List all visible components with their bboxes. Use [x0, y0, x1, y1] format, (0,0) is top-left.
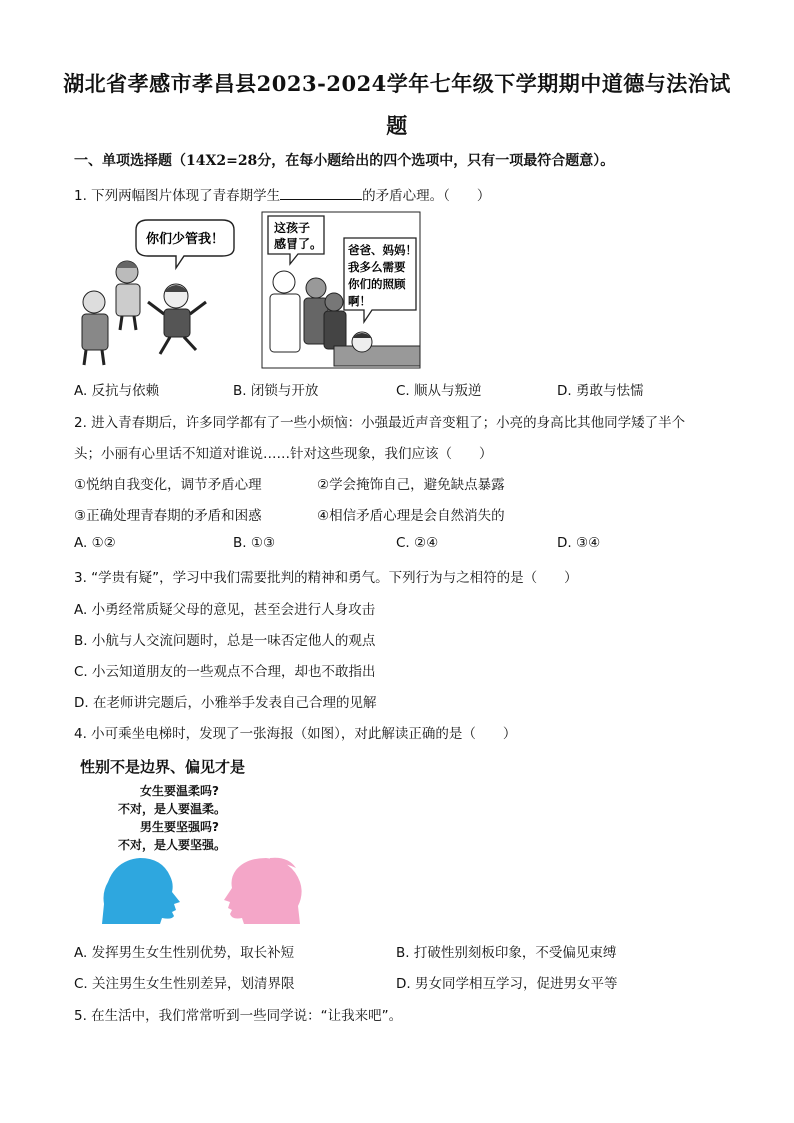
- male-head-silhouette: [102, 858, 180, 924]
- q4-option-d[interactable]: D. 男女同学相互学习，促进男女平等: [396, 976, 618, 992]
- cartoon-right-panel: [262, 212, 420, 368]
- exam-title-line1: 湖北省孝感市孝昌县2023-2024学年七年级下学期期中道德与法治试: [63, 71, 731, 96]
- q3-option-c[interactable]: C. 小云知道朋友的一些观点不合理，却也不敢指出: [74, 664, 376, 680]
- cartoon-right-bubble-line3: 你们的照顾: [348, 277, 406, 291]
- poster-line-3: 男生要坚强吗?: [140, 820, 219, 834]
- q5-stem: 5. 在生活中，我们常常听到一些同学说：“让我来吧”。: [74, 1008, 403, 1024]
- q4-option-a[interactable]: A. 发挥男生女生性别优势，取长补短: [74, 945, 295, 961]
- q2-option-a[interactable]: A. ①②: [74, 535, 116, 551]
- cartoon-left-panel: [82, 220, 234, 365]
- q1-option-c[interactable]: C. 顺从与叛逆: [396, 383, 482, 399]
- poster-title: 性别不是边界、偏见才是: [80, 758, 246, 776]
- q3-option-b[interactable]: B. 小航与人交流问题时，总是一味否定他人的观点: [74, 633, 376, 649]
- q3-option-d[interactable]: D. 在老师讲完题后，小雅举手发表自己合理的见解: [74, 695, 377, 711]
- q1-stem: [74, 184, 490, 204]
- q4-poster: [80, 756, 320, 926]
- cartoon-doctor-bubble-line2: 感冒了。: [274, 237, 323, 251]
- cartoon-right-bubble-line1: 爸爸、妈妈！: [348, 243, 417, 257]
- female-head-silhouette: [224, 858, 302, 924]
- q1-option-b[interactable]: B. 闭锁与开放: [233, 383, 319, 399]
- q1-blank: [280, 187, 362, 200]
- q4-option-c[interactable]: C. 关注男生女生性别差异，划清界限: [74, 976, 295, 992]
- q2-option-b[interactable]: B. ①③: [233, 535, 276, 551]
- q2-item-4: ④相信矛盾心理是会自然消失的: [317, 508, 505, 524]
- cartoon-left-bubble-text: 你们少管我！: [145, 232, 225, 247]
- q1-option-a[interactable]: A. 反抗与依赖: [74, 383, 160, 399]
- poster-line-2: 不对，是人要温柔。: [118, 802, 227, 816]
- exam-title-line2: 题: [386, 113, 408, 138]
- q2-option-d[interactable]: D. ③④: [557, 535, 601, 551]
- q2-item-2: ②学会掩饰自己，避免缺点暴露: [317, 477, 505, 493]
- q2-item-3: ③正确处理青春期的矛盾和困惑: [74, 508, 262, 524]
- q2-stem-line2: 头；小丽有心里话不知道对谁说……针对这些现象，我们应该（ ）: [74, 446, 493, 462]
- q1-stem-before: 1. 下列两幅图片体现了青春期学生: [74, 188, 281, 204]
- q1-option-d[interactable]: D. 勇敢与怯懦: [557, 383, 644, 399]
- section-heading: 一、单项选择题（14X2=28分，在每小题给出的四个选项中，只有一项最符合题意）。: [74, 153, 615, 169]
- q3-option-a[interactable]: A. 小勇经常质疑父母的意见，甚至会进行人身攻击: [74, 602, 376, 618]
- q2-item-1: ①悦纳自我变化，调节矛盾心理: [74, 477, 262, 493]
- poster-silhouettes: [100, 854, 310, 926]
- q2-stem-line1: 2. 进入青春期后，许多同学都有了一些小烦恼：小强最近声音变粗了；小亮的身高比其他同学矮了半个: [74, 415, 686, 431]
- q4-option-b[interactable]: B. 打破性别刻板印象，不受偏见束缚: [396, 945, 617, 961]
- cartoon-right-bubble-line4: 啊！: [348, 294, 371, 308]
- cartoon-right-bubble-line2: 我多么需要: [348, 260, 406, 274]
- q1-stem-after: 的矛盾心理。（ ）: [362, 188, 491, 204]
- q1-cartoon: [72, 210, 422, 370]
- cartoon-doctor-bubble-line1: 这孩子: [274, 221, 311, 235]
- poster-line-1: 女生要温柔吗?: [140, 784, 219, 798]
- q2-option-c[interactable]: C. ②④: [396, 535, 439, 551]
- q4-stem: 4. 小可乘坐电梯时，发现了一张海报（如图），对此解读正确的是（ ）: [74, 726, 517, 742]
- poster-line-4: 不对，是人要坚强。: [118, 838, 227, 852]
- q3-stem: 3. “学贵有疑”，学习中我们需要批判的精神和勇气。下列行为与之相符的是（ ）: [74, 570, 578, 586]
